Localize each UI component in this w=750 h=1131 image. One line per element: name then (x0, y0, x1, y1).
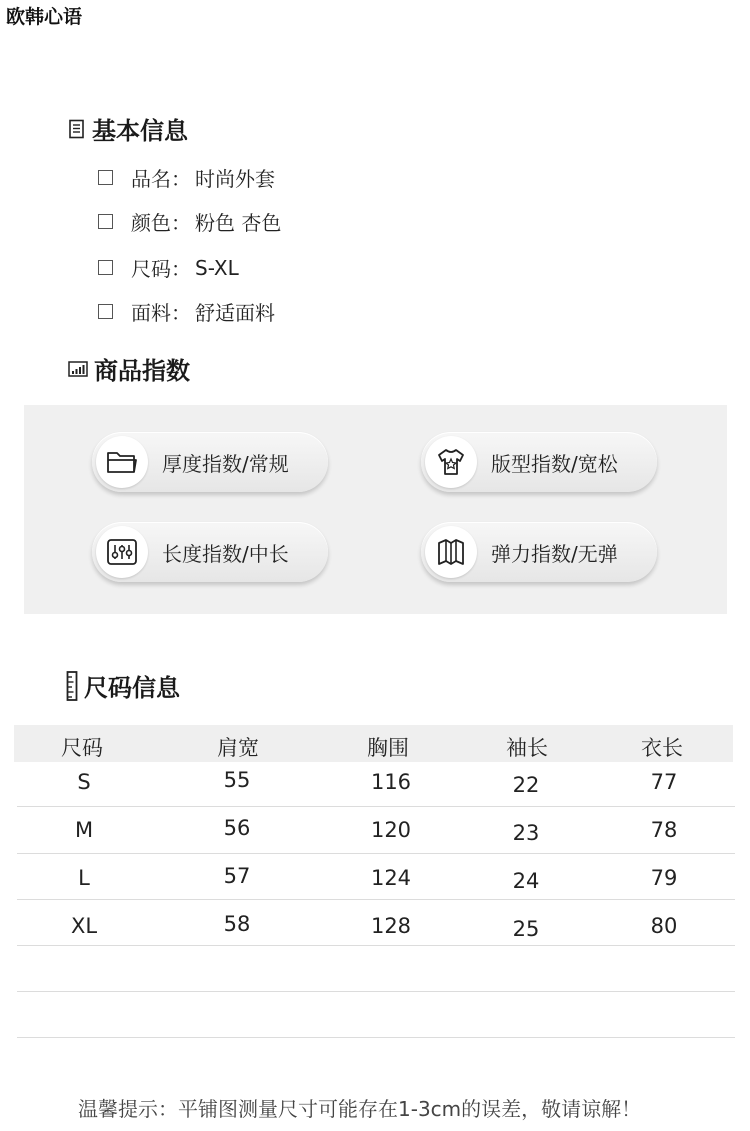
product-index-title: 商品指数 (68, 351, 190, 386)
info-key: 颜色： (131, 211, 191, 235)
info-value: 粉色 杏色 (195, 211, 282, 235)
table-cell: 56 (223, 816, 251, 840)
document-icon (68, 119, 86, 139)
table-cell: 57 (223, 864, 251, 888)
table-cell: 22 (512, 773, 540, 797)
table-cell: 78 (650, 818, 678, 842)
row-divider (17, 945, 735, 946)
table-cell: 128 (370, 914, 412, 938)
tshirt-icon (425, 436, 477, 488)
index-fit (421, 432, 657, 492)
index-label: 版型指数/宽松 (491, 451, 618, 476)
table-cell: 79 (650, 866, 678, 890)
index-elasticity (421, 522, 657, 582)
info-row-size (98, 253, 239, 282)
map-icon (425, 526, 477, 578)
sliders-icon (96, 526, 148, 578)
row-divider (17, 1037, 735, 1038)
size-info-title: 尺码信息 (66, 668, 180, 703)
table-cell: 80 (650, 914, 678, 938)
table-header-cell: 尺码 (61, 736, 103, 760)
index-thickness (92, 432, 328, 492)
info-row-fabric (98, 297, 275, 326)
table-cell: 58 (223, 912, 251, 936)
table-cell: 124 (370, 866, 412, 890)
table-cell: M (74, 818, 94, 842)
signal-chart-icon (68, 360, 88, 378)
table-header-cell: 肩宽 (217, 736, 259, 760)
table-header-cell: 袖长 (506, 736, 548, 760)
table-cell: 116 (370, 770, 412, 794)
info-value: 舒适面料 (195, 301, 275, 325)
row-divider (17, 991, 735, 992)
table-header-cell: 衣长 (641, 736, 683, 760)
info-value: S-XL (195, 255, 239, 280)
footer-note: 温馨提示：平铺图测量尺寸可能存在1-3cm的误差，敬请谅解！ (78, 1097, 642, 1121)
row-divider (17, 899, 735, 900)
info-key: 面料： (131, 301, 191, 325)
table-header-cell: 胸围 (367, 736, 409, 760)
checkbox-icon (98, 260, 113, 275)
row-divider (17, 853, 735, 854)
folder-icon (96, 436, 148, 488)
basic-info-title: 基本信息 (68, 111, 188, 146)
table-cell: 55 (223, 768, 251, 792)
index-length (92, 522, 328, 582)
info-key: 品名： (131, 167, 191, 191)
table-cell: 120 (370, 818, 412, 842)
table-cell: L (78, 866, 90, 890)
table-cell: 25 (512, 917, 540, 941)
index-label: 长度指数/中长 (162, 541, 289, 566)
index-label: 弹力指数/无弹 (491, 541, 618, 566)
info-value: 时尚外套 (195, 167, 275, 191)
checkbox-icon (98, 304, 113, 319)
checkbox-icon (98, 170, 113, 185)
table-cell: 23 (512, 821, 540, 845)
table-cell: 77 (650, 770, 678, 794)
table-cell: XL (70, 914, 98, 938)
checkbox-icon (98, 214, 113, 229)
table-cell: 24 (512, 869, 540, 893)
index-label: 厚度指数/常规 (162, 451, 289, 476)
row-divider (17, 806, 735, 807)
info-row-name (98, 163, 275, 192)
info-key: 尺码： (131, 257, 191, 281)
info-row-color (98, 207, 281, 236)
table-cell: S (77, 770, 91, 794)
brand-name: 欧韩心语 (6, 6, 83, 28)
ruler-icon (66, 671, 78, 701)
